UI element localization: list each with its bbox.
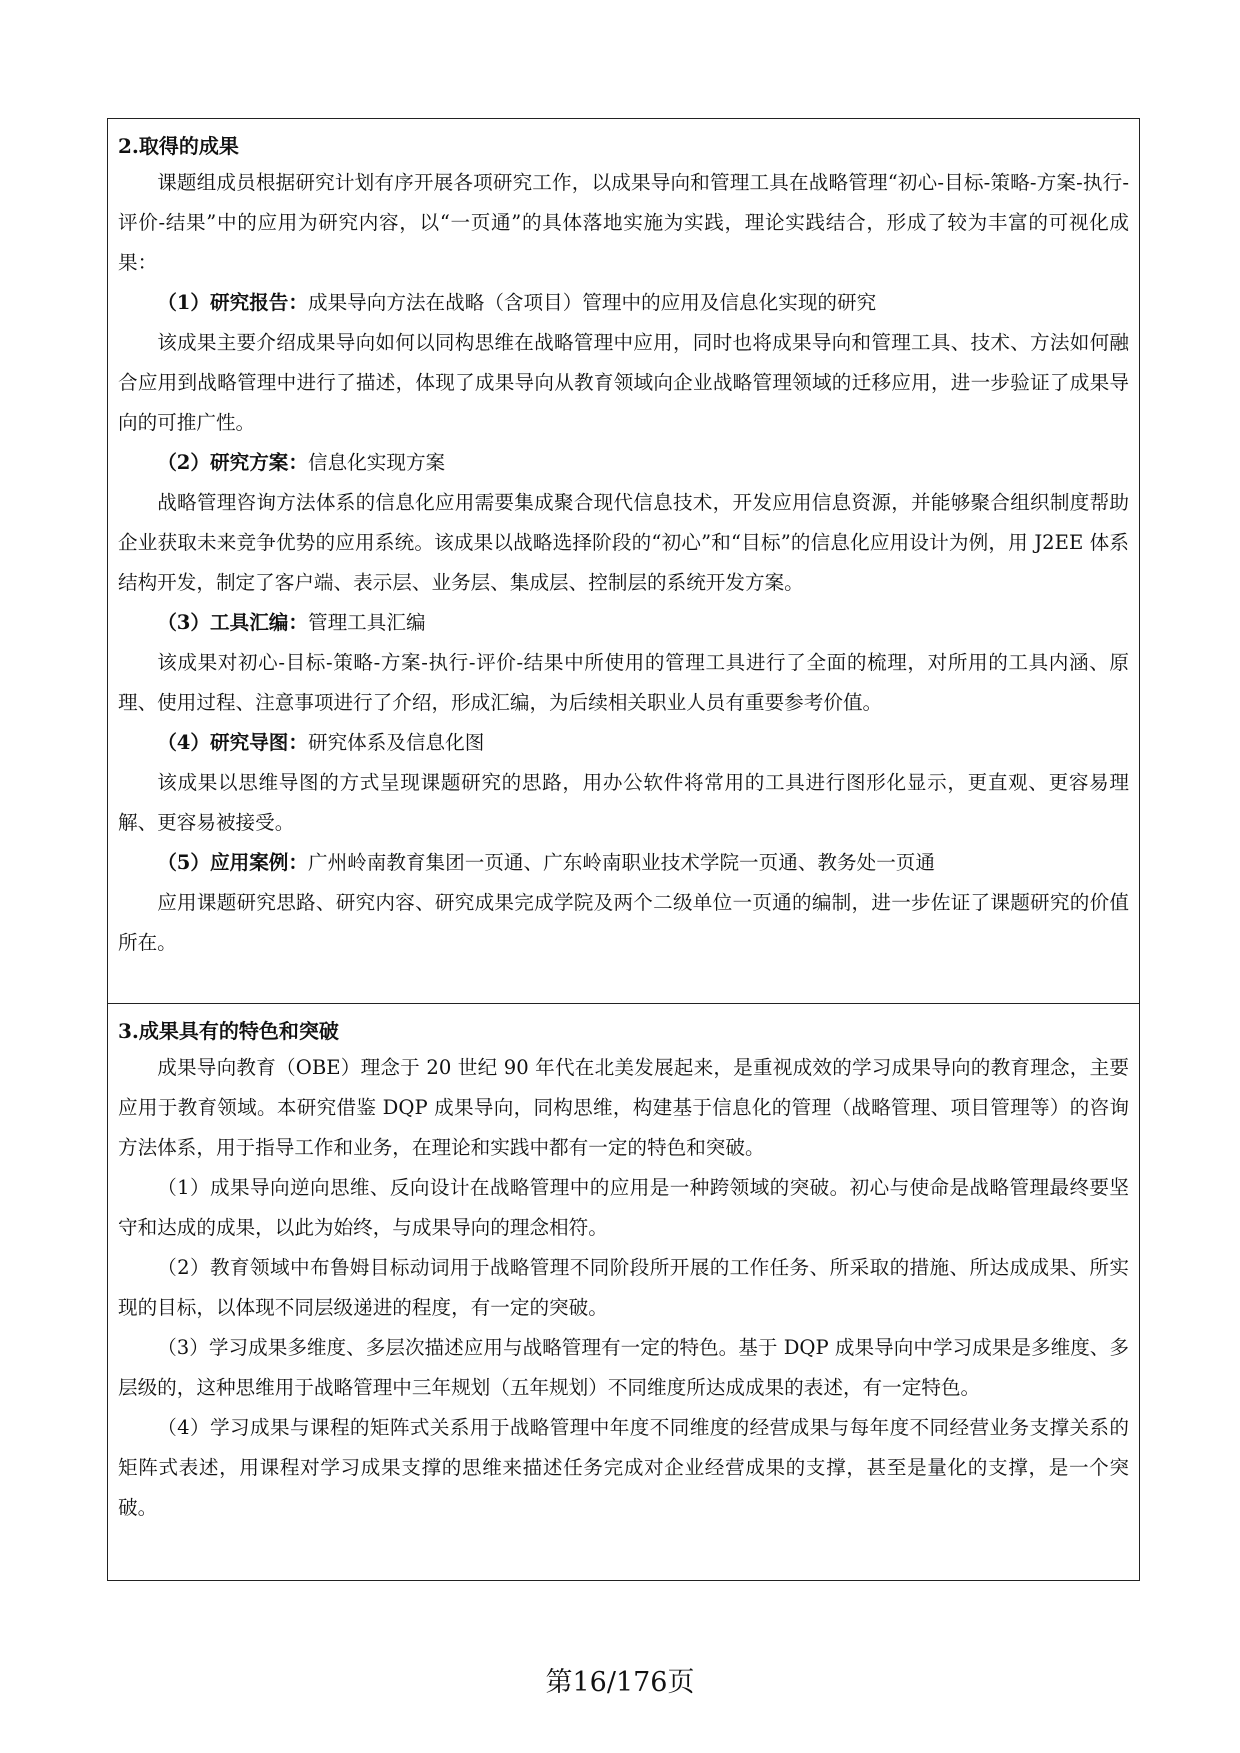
item-title-text: 管理工具汇编 [307, 611, 426, 634]
item-label: （1）研究报告： [157, 291, 308, 314]
point-text: 学习成果多维度、多层次描述应用与战略管理有一定的特色。基于 DQP 成果导向中学习成果是多维度、多层级的，这种思维用于战略管理中三年规划（五年规划）不同维度所达成成果的表述，有一定特色。 [118, 1336, 1129, 1399]
point-label: （1） [157, 1176, 211, 1199]
features-section [108, 1004, 1139, 1580]
content-table [107, 118, 1140, 1581]
feature-point [118, 1168, 1129, 1248]
point-label: （2） [157, 1256, 211, 1279]
item-title [118, 443, 1129, 483]
point-label: （4） [157, 1416, 211, 1439]
section-heading: 3.成果具有的特色和突破 [118, 1019, 339, 1043]
item-title-text: 研究体系及信息化图 [307, 731, 485, 754]
item-title-text: 成果导向方法在战略（含项目）管理中的应用及信息化实现的研究 [307, 291, 877, 314]
item-label: （4）研究导图： [157, 731, 308, 754]
item-title-text: 信息化实现方案 [307, 451, 446, 474]
section-heading: 2.取得的成果 [118, 134, 239, 158]
item-body: 应用课题研究思路、研究内容、研究成果完成学院及两个二级单位一页通的编制，进一步佐证了课题研究的价值所在。 [118, 891, 1129, 954]
achievements-section [108, 119, 1139, 1004]
item-body: 该成果以思维导图的方式呈现课题研究的思路，用办公软件将常用的工具进行图形化显示，更直观、更容易理解、更容易被接受。 [118, 771, 1129, 834]
feature-point [118, 1328, 1129, 1408]
point-text: 教育领域中布鲁姆目标动词用于战略管理不同阶段所开展的工作任务、所采取的措施、所达成成果、所实现的目标，以体现不同层级递进的程度，有一定的突破。 [118, 1256, 1130, 1319]
item-title [118, 843, 1129, 883]
point-text: 成果导向逆向思维、反向设计在战略管理中的应用是一种跨领域的突破。初心与使命是战略管理最终要坚守和达成的成果，以此为始终，与成果导向的理念相符。 [118, 1176, 1130, 1239]
item-title-text: 广州岭南教育集团一页通、广东岭南职业技术学院一页通、教务处一页通 [307, 851, 935, 874]
page-number: 第16/176页 [545, 1667, 695, 1698]
item-title [118, 603, 1129, 643]
section-intro: 课题组成员根据研究计划有序开展各项研究工作，以成果导向和管理工具在战略管理“初心-目标-策略-方案-执行-评价-结果”中的应用为研究内容，以“一页通”的具体落地实施为实践，理论实践结合，形成了较为丰富的可视化成果： [118, 171, 1129, 274]
point-label: （3） [157, 1336, 209, 1359]
item-label: （2）研究方案： [157, 451, 308, 474]
point-text: 学习成果与课程的矩阵式关系用于战略管理中年度不同维度的经营成果与每年度不同经营业务支撑关系的矩阵式表述，用课程对学习成果支撑的思维来描述任务完成对企业经营成果的支撑，甚至是量化的支撑，是一个突破。 [118, 1416, 1130, 1519]
item-title [118, 723, 1129, 763]
item-body: 该成果对初心-目标-策略-方案-执行-评价-结果中所使用的管理工具进行了全面的梳理，对所用的工具内涵、原理、使用过程、注意事项进行了介绍，形成汇编，为后续相关职业人员有重要参考价值。 [118, 651, 1129, 714]
item-body: 该成果主要介绍成果导向如何以同构思维在战略管理中应用，同时也将成果导向和管理工具、技术、方法如何融合应用到战略管理中进行了描述，体现了成果导向从教育领域向企业战略管理领域的迁移应用，进一步验证了成果导向的可推广性。 [118, 331, 1129, 434]
feature-point [118, 1408, 1129, 1528]
item-label: （3）工具汇编： [157, 611, 308, 634]
item-title [118, 283, 1129, 323]
item-body: 战略管理咨询方法体系的信息化应用需要集成聚合现代信息技术，开发应用信息资源，并能够聚合组织制度帮助企业获取未来竞争优势的应用系统。该成果以战略选择阶段的“初心”和“目标”的信息化应用设计为例，用 J2EE 体系结构开发，制定了客户端、表示层、业务层、集成层、控制层的系统开发方案。 [118, 491, 1129, 594]
item-label: （5）应用案例： [157, 851, 308, 874]
section-intro: 成果导向教育（OBE）理念于 20 世纪 90 年代在北美发展起来，是重视成效的学习成果导向的教育理念，主要应用于教育领域。本研究借鉴 DQP 成果导向，同构思维，构建基于信息化的管理（战略管理、项目管理等）的咨询方法体系，用于指导工作和业务，在理论和实践中都有一定的特色和突破。 [118, 1056, 1129, 1159]
feature-point [118, 1248, 1129, 1328]
